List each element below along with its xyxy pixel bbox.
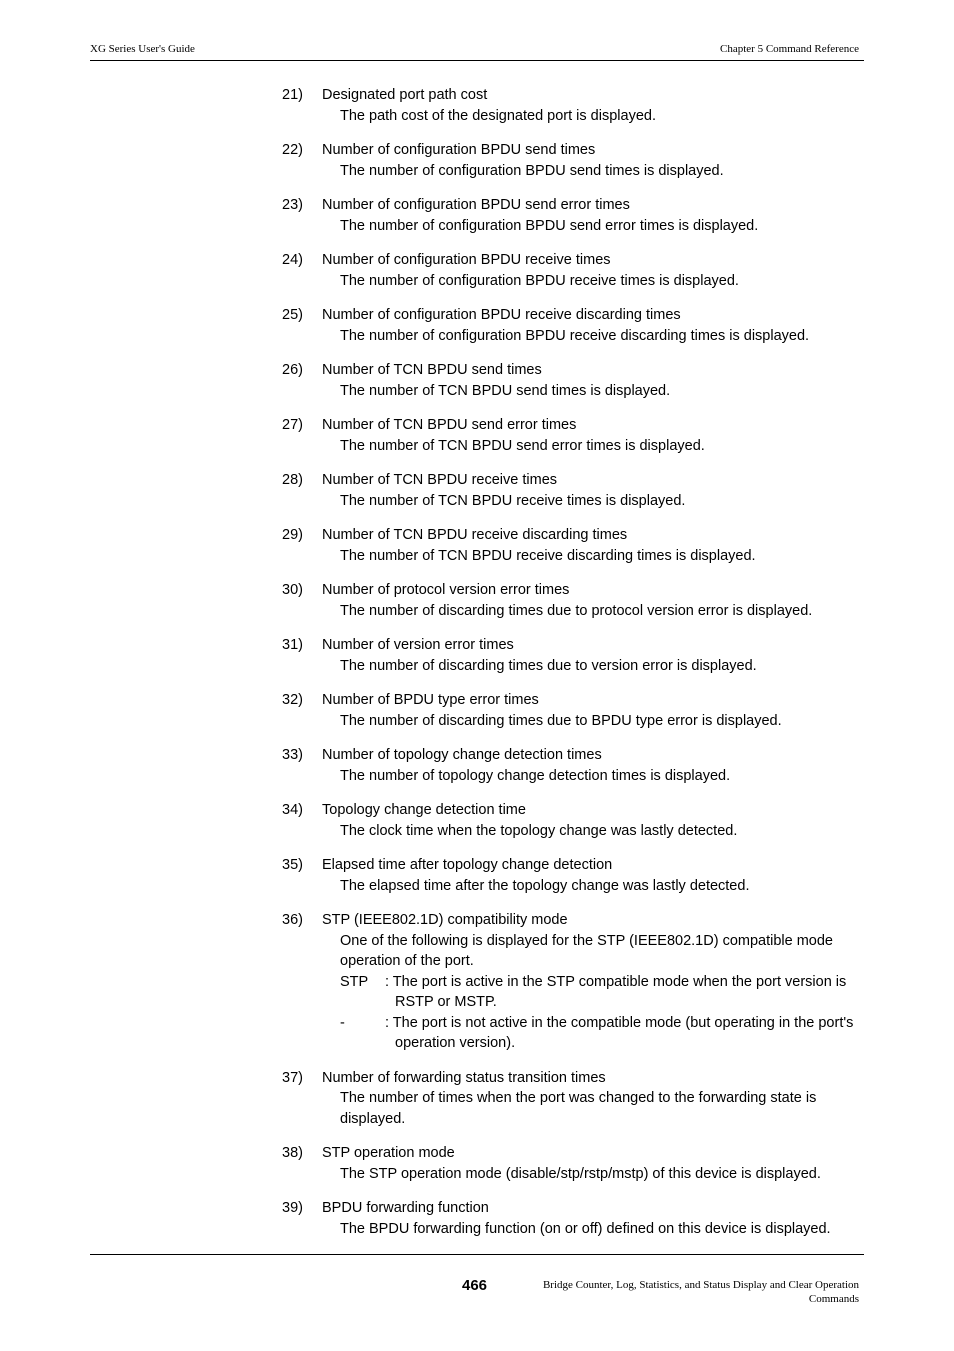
list-item-30 [282, 580, 864, 621]
list-item-22 [282, 140, 864, 181]
list-item-23 [282, 195, 864, 236]
item-number: 26) [282, 362, 303, 378]
item-description: The number of TCN BPDU receive times is displayed. [340, 492, 686, 509]
footer-section-title: Bridge Counter, Log, Statistics, and Status Display and Clear Operation Commands [542, 1279, 859, 1305]
item-title: Number of configuration BPDU receive discarding times [322, 307, 681, 323]
item-description: The number of TCN BPDU send error times is displayed. [340, 437, 705, 454]
item-title: Number of version error times [322, 637, 514, 653]
item-title: STP operation mode [322, 1145, 455, 1161]
list-item-38 [282, 1143, 864, 1184]
page-number: 466 [462, 1277, 488, 1294]
item-number: 23) [282, 197, 303, 213]
item-list [282, 85, 864, 1253]
stp-mode-key: - [340, 1014, 345, 1031]
item-number: 34) [282, 802, 303, 818]
item-description: The number of configuration BPDU send times is displayed. [340, 162, 724, 179]
list-item-31 [282, 635, 864, 676]
item-number: 33) [282, 747, 303, 763]
item-title: Number of forwarding status transition times [322, 1069, 606, 1086]
item-title: Elapsed time after topology change detection [322, 857, 613, 873]
item-title: BPDU forwarding function [322, 1200, 489, 1216]
item-description: The elapsed time after the topology change was lastly detected. [340, 877, 750, 894]
item-number: 28) [282, 472, 303, 488]
item-description: The number of TCN BPDU send times is displayed. [340, 382, 671, 399]
item-title: STP (IEEE802.1D) compatibility mode [322, 912, 568, 928]
item-description: The clock time when the topology change was lastly detected. [340, 822, 738, 839]
header-chapter-title: Chapter 5 Command Reference [720, 43, 859, 55]
list-item-37 [282, 1068, 864, 1130]
item-number: 31) [282, 637, 303, 653]
list-item-21 [282, 85, 864, 126]
item-title: Number of BPDU type error times [322, 692, 539, 708]
item-description: The number of discarding times due to protocol version error is displayed. [340, 602, 813, 619]
item-description: The number of configuration BPDU send error times is displayed. [340, 217, 759, 234]
header-guide-title: XG Series User's Guide [90, 43, 195, 55]
list-item-39 [282, 1198, 864, 1239]
item-number: 29) [282, 527, 303, 543]
item-number: 24) [282, 252, 303, 268]
list-item-28 [282, 470, 864, 511]
item-number: 36) [282, 912, 303, 928]
stp-mode-key: STP [340, 973, 369, 990]
item-description: The number of discarding times due to BPDU type error is displayed. [340, 712, 782, 729]
item-number: 39) [282, 1200, 303, 1216]
item-description: The number of configuration BPDU receive discarding times is displayed. [340, 327, 810, 344]
item-description: The number of configuration BPDU receive times is displayed. [340, 272, 739, 289]
stp-mode-text: : The port is active in the STP compatible mode when the port version is RSTP or MSTP. [385, 973, 847, 1010]
list-item-32 [282, 690, 864, 731]
list-item-35 [282, 855, 864, 896]
header-divider [90, 60, 864, 61]
item-number: 21) [282, 87, 303, 103]
item-number: 35) [282, 857, 303, 873]
item-number: 25) [282, 307, 303, 323]
item-title: Number of TCN BPDU receive discarding times [322, 527, 628, 543]
list-item-29 [282, 525, 864, 566]
stp-mode-row [340, 972, 864, 1013]
item-number: 27) [282, 417, 303, 433]
item-description: The BPDU forwarding function (on or off) defined on this device is displayed. [340, 1220, 831, 1237]
item-title: Number of TCN BPDU send times [322, 362, 542, 378]
item-description: The number of topology change detection times is displayed. [340, 767, 731, 784]
list-item-27 [282, 415, 864, 456]
stp-mode-row [340, 1013, 864, 1054]
item-number: 37) [282, 1069, 303, 1086]
item-description: The number of times when the port was changed to the forwarding state is displayed. [340, 1090, 817, 1127]
footer-divider [90, 1254, 864, 1255]
item-number: 38) [282, 1145, 303, 1161]
item-number: 30) [282, 582, 303, 598]
item-description: The path cost of the designated port is displayed. [340, 107, 656, 124]
item-title: Number of topology change detection times [322, 747, 602, 763]
list-item-34 [282, 800, 864, 841]
list-item-24 [282, 250, 864, 291]
list-item-25 [282, 305, 864, 346]
item-number: 32) [282, 692, 303, 708]
stp-mode-text: : The port is not active in the compatible mode (but operating in the port's operation version). [385, 1014, 854, 1051]
list-item-36 [282, 910, 864, 1054]
item-title: Number of configuration BPDU send times [322, 142, 596, 158]
item-description: One of the following is displayed for the STP (IEEE802.1D) compatible mode operation of the port. [340, 932, 833, 969]
item-title: Topology change detection time [322, 802, 526, 818]
item-title: Number of TCN BPDU receive times [322, 472, 558, 488]
item-title: Number of TCN BPDU send error times [322, 417, 577, 433]
item-number: 22) [282, 142, 303, 158]
item-title: Number of configuration BPDU receive times [322, 252, 611, 268]
item-title: Number of protocol version error times [322, 582, 570, 598]
item-title: Number of configuration BPDU send error times [322, 197, 630, 213]
list-item-33 [282, 745, 864, 786]
item-description: The number of discarding times due to version error is displayed. [340, 657, 757, 674]
item-title: Designated port path cost [322, 87, 488, 103]
list-item-26 [282, 360, 864, 401]
item-description: The STP operation mode (disable/stp/rstp/mstp) of this device is displayed. [340, 1165, 821, 1182]
item-description: The number of TCN BPDU receive discarding times is displayed. [340, 547, 756, 564]
